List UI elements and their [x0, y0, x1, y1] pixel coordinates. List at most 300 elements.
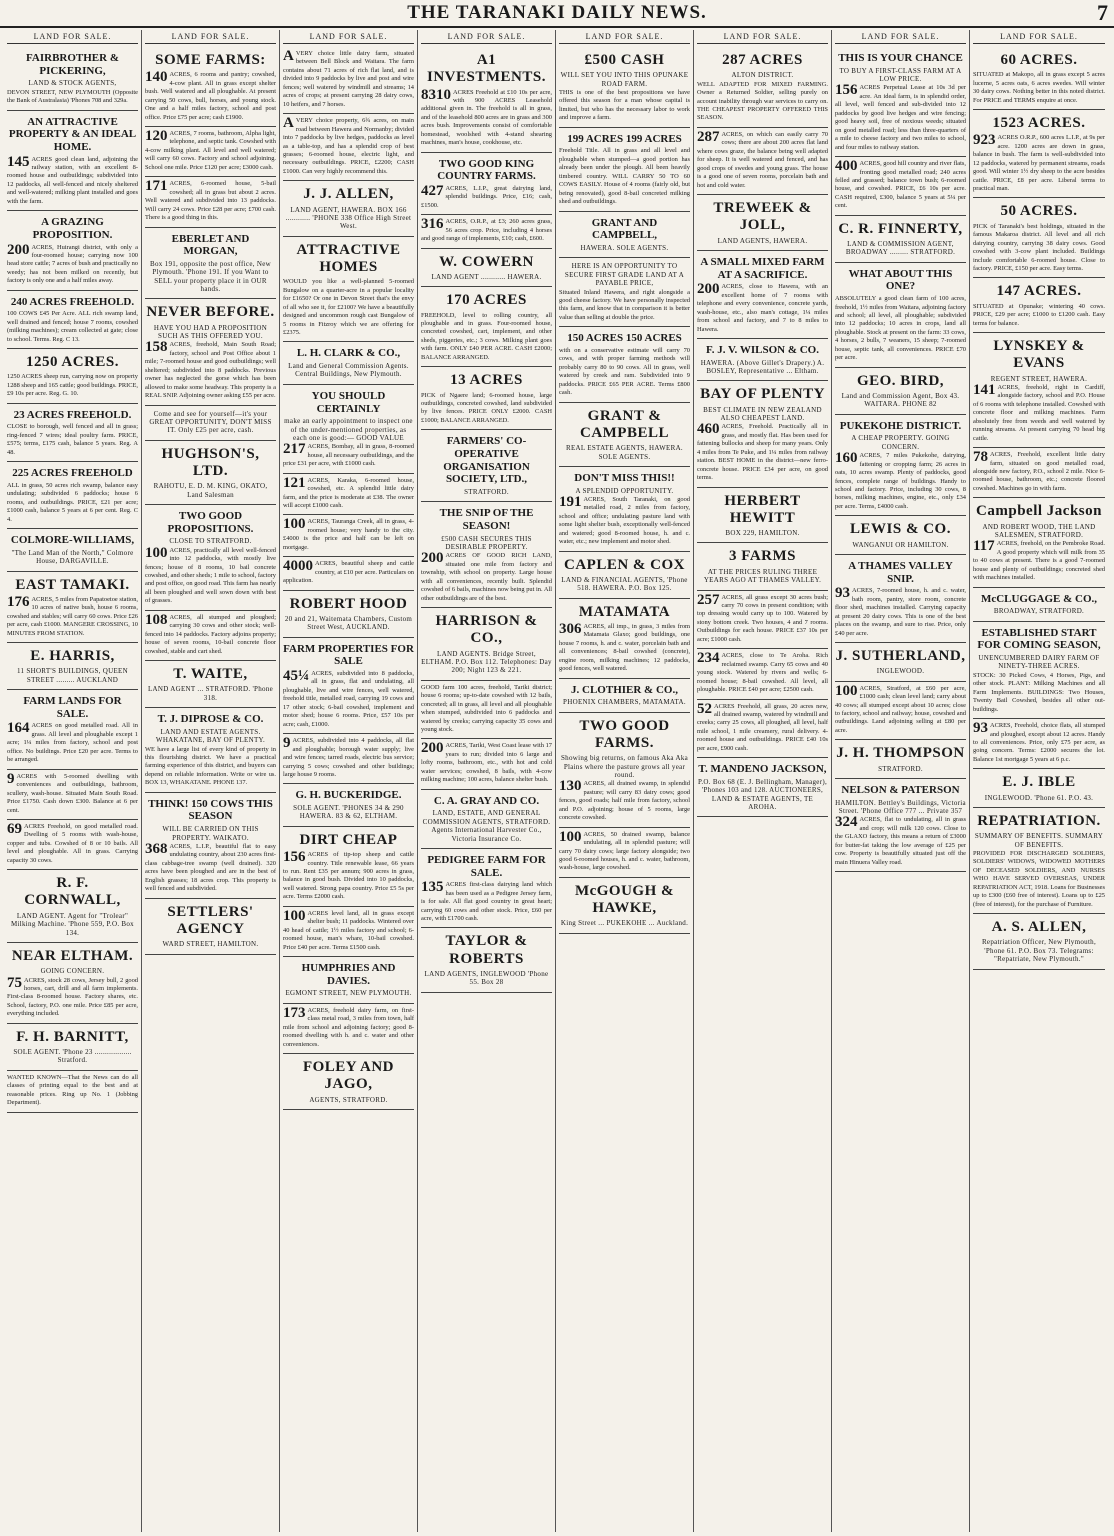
- advertisement: [7, 1024, 138, 1071]
- ad-body-text: SITUATED at Opunake; wintering 40 cows. PRICE, £29 per acre; £1000 to £1200 cash. Easy terms for balance.: [973, 302, 1105, 327]
- ad-subheading: LAND AND ESTATE AGENTS. WHAKATANE, BAY OF PLENTY.: [155, 727, 266, 745]
- ad-heading: T. MANDENO JACKSON,: [698, 763, 827, 776]
- column-header: LAND FOR SALE.: [421, 30, 552, 44]
- advertisement: [7, 47, 138, 111]
- ad-body-text: ACRES, close to Hawera, with an excellent home of 7 rooms with telephone and every convenience, concrete yards, wash-house, etc., also man's cottage, 1¼ miles from school and factory, and 7 to 8 miles to Hawera.: [697, 283, 828, 333]
- ad-body: [973, 134, 1105, 193]
- advertisement: [283, 385, 414, 474]
- column-header: LAND FOR SALE.: [145, 30, 276, 44]
- advertisement: [145, 127, 276, 177]
- ad-body: [835, 682, 966, 736]
- advertisement: [973, 622, 1105, 719]
- ad-body: [421, 182, 552, 210]
- ad-subheading: HAVE YOU HAD A PROPOSITION SUCH AS THIS OFFERED YOU.: [153, 323, 268, 340]
- ad-lead-number: 45¼: [283, 667, 310, 684]
- advertisement: [283, 557, 414, 590]
- advertisement: [559, 327, 690, 402]
- ad-body: [421, 684, 552, 735]
- ad-lead-number: 120: [145, 127, 168, 144]
- ad-heading: GEO. BIRD,: [856, 372, 945, 389]
- advertisement: [145, 406, 276, 441]
- advertisement: [7, 943, 138, 1024]
- ad-body-text: ACRES, practically all level well-fenced into 12 paddocks, with mostly live fences; house of 8 rooms, 10 bail concrete cowshed, and other sheds; 1 mile to school, factory and post office, on good road. This farm has nearly all been ploughed and well sown down with best of grasses.: [145, 546, 276, 605]
- ad-body: [283, 443, 414, 468]
- ad-body-text: PICK of Ngaere land; 6-roomed house, large outbuildings, concreted cowshed, land subdivided by live fences. PRICE ONLY £2000. CASH £1000; BALANCE ARRANGED.: [421, 391, 552, 424]
- ad-subheading: STRATFORD.: [878, 764, 923, 773]
- ad-heading: GRANT AND CAMPBELL,: [591, 216, 658, 242]
- ad-subheading: Land and General Commission Agents. Central Buildings, New Plymouth.: [288, 362, 409, 379]
- ad-body-text: ACRES level land, all in grass except shelter bush; 11 paddocks. Wintered over 40 head of cattle; 1½ miles factory and school; 6-roomed house, man's whare, 10-bail cowshed. Price £40 per acre. Terms £1500 cash.: [283, 909, 414, 951]
- ad-subheading: INGLEWOOD. 'Phone 61. P.O. 43.: [984, 793, 1094, 802]
- ad-subheading: HAMILTON. Bettley's Buildings, Victoria Street. 'Phone Office 777 ... Private 357: [835, 798, 966, 815]
- page-number: 7: [1097, 0, 1108, 25]
- ad-heading: 225 ACRES FREEHOLD: [12, 467, 133, 480]
- advertisement: [835, 682, 966, 741]
- advertisement: [283, 237, 414, 343]
- ad-body-text: ACRES, Huirangi district, with only a four-roomed house; carrying now 100 head store cattle; 7 acres of bush and practically no weedy; has not been milked on recently, but factory is only one and a half miles away.: [7, 243, 138, 285]
- ad-body-text: DEVON STREET, NEW PLYMOUTH (Opposite the Bank of Australasia) 'Phones 708 and 329a.: [7, 88, 138, 105]
- ad-body: [697, 81, 828, 123]
- advertisement: [283, 827, 414, 907]
- ad-body-text: ACRES, freehold, on the Pembroke Road. A good property which will milk from 35 to 40 cows at present. There is a good 7-roomed house and plenty of outbuildings; concreted shed with machines installed.: [973, 540, 1105, 582]
- ad-heading: £500 CASH: [584, 52, 665, 68]
- ad-heading: FARM LANDS FOR SALE.: [23, 695, 122, 720]
- advertisement: [559, 552, 690, 599]
- ad-subheading: LAND AGENT ... STRATFORD. 'Phone 318.: [147, 685, 274, 702]
- ad-lead-number: 140: [145, 69, 168, 86]
- ad-body: [697, 591, 828, 645]
- ad-lead-number: 121: [283, 474, 306, 491]
- ad-lead-number: 4000: [283, 558, 313, 575]
- ad-body: [973, 381, 1105, 443]
- ad-body: [697, 652, 828, 694]
- advertisement: [973, 448, 1105, 498]
- advertisement: [7, 349, 138, 404]
- ad-heading: J. CLOTHIER & CO.,: [571, 683, 678, 696]
- ad-body: [145, 746, 276, 788]
- advertisement: [697, 758, 828, 817]
- ad-body: [7, 373, 138, 398]
- advertisement: [559, 403, 690, 467]
- ad-lead-number: 130: [559, 778, 582, 795]
- advertisement: [421, 502, 552, 608]
- ad-subheading: 20 and 21, Waitemata Chambers, Custom Street West, AUCKLAND.: [284, 614, 413, 632]
- ad-body: [283, 278, 414, 337]
- ad-body: [973, 672, 1105, 714]
- ad-body-text: ACRES Perpetual Lease at 10s 3d per acre. An ideal farm, is in splendid order, all level, well fenced and sub-divided into 12 paddocks by good live hedges and wire fencing; good heavy soil, free of noxious weeds; situated on good metalled road; less than three-quarters of a mile to cheese factory and two miles to school, and four miles to railway station.: [835, 84, 966, 151]
- ad-subheading: TO BUY A FIRST-CLASS FARM AT A LOW PRICE.: [839, 66, 962, 84]
- ad-heading: J. H. THOMPSON: [836, 745, 965, 762]
- ad-body-text: ACRES, O.R.P., at £3; 260 acres grass, 56 acres crop. Price, including 4 horses and good range of implements, £10; cash, £600.: [421, 218, 552, 243]
- advertisement: [973, 808, 1105, 914]
- ad-subheading: AND ROBERT WOOD, THE LAND SALESMEN, STRATFORD.: [982, 522, 1096, 540]
- ad-body: [421, 392, 552, 426]
- advertisement: [559, 828, 690, 878]
- ad-heading: NEVER BEFORE.: [146, 304, 275, 321]
- ad-lead-number: 400: [835, 158, 858, 175]
- ad-subheading: PHOENIX CHAMBERS, MATAMATA.: [563, 698, 686, 707]
- column-2: [142, 30, 280, 1532]
- ad-body: [559, 780, 690, 822]
- ad-body: [973, 722, 1105, 764]
- ad-body: [835, 816, 966, 867]
- ad-subheading: AT THE PRICES RULING THREE YEARS AGO AT THAMES VALLEY.: [703, 567, 822, 585]
- ad-heading: HUMPHRIES AND DAVIES.: [301, 962, 396, 987]
- ad-heading: 147 ACRES.: [996, 283, 1082, 300]
- ad-body: [145, 341, 276, 400]
- ad-subheading: BROADWAY, STRATFORD.: [993, 607, 1085, 616]
- advertisement: [421, 790, 552, 849]
- advertisement: [697, 381, 828, 487]
- ad-body: [7, 593, 138, 638]
- ad-body-text: ACRES, all drained swamp, in splendid pasture; will carry 83 dairy cows; good fences, good roads; half mile from factory, school and P.O. adjoining; house of 5 rooms, large concrete cowshed.: [559, 780, 690, 822]
- ad-subheading: LAND AGENT, HAWERA. BOX 166 ............ 'PHONE 338 Office High Street West.: [285, 205, 412, 231]
- ad-heading: 1250 ACRES.: [25, 354, 120, 371]
- ad-heading: NELSON & PATERSON: [841, 783, 960, 796]
- ad-subheading: STRATFORD.: [464, 487, 509, 496]
- ad-body-text: VERY choice little dairy farm, situated between Bell Block and Waitara. The farm contains about 71 acres of rich flat land, and is divided into 9 paddocks by live and post and wire fences; well watered by windmill and streams; 14 acres of crops; at present carrying 28 dairy cows, 10 heifers, and 7 horses.: [283, 50, 414, 108]
- ad-lead-number: 52: [697, 700, 712, 717]
- ad-heading: REPATRIATION.: [977, 812, 1101, 829]
- ad-heading: A1 INVESTMENTS.: [427, 52, 546, 86]
- ad-heading: A SMALL MIXED FARM AT A SACRIFICE.: [700, 255, 825, 281]
- advertisement: [421, 430, 552, 502]
- ad-body-text: ACRES, L.I.P., beautiful flat to easy undulating country, about 230 acres first-class cabbage-tree swamp (well drained). 320 acres have been ploughed and are in the best of English grasses; 18 acres crop. This property is well fenced and subdivided.: [145, 842, 276, 893]
- advertisement: [559, 713, 690, 828]
- ad-lead-number: 368: [145, 840, 168, 857]
- ad-heading: 60 ACRES.: [1000, 52, 1078, 68]
- ad-body: [559, 289, 690, 323]
- ad-lead-number: 93: [835, 585, 850, 602]
- advertisement: [835, 157, 966, 216]
- ad-subheading: P.O. Box 68 (E. J. Bellingham, Manager), 'Phones 103 and 128. AUCTIONEERS, LAND & ESTATE AGENTS, TE AROHA.: [697, 777, 828, 812]
- advertisement: [145, 299, 276, 405]
- ad-heading: A. S. ALLEN,: [991, 919, 1087, 936]
- advertisement: [145, 441, 276, 505]
- ad-body: [421, 881, 552, 923]
- ad-body-text: ACRES good clean land, adjoining the railway station, with an excellent 8-roomed house and outbuildings; subdivided into 12 paddocks, all well-fenced and nicely sheltered and well-watered; milking plant installed and goes with the farm.: [7, 155, 138, 205]
- ad-body-text: ACRES, all stumped and ploughed; carrying 30 cows and other stock; well-fenced into 14 paddocks. Factory adjoins property; house of seven rooms, 10-bail concrete floor cowshed, stable and cart shed.: [145, 613, 276, 655]
- ad-body-text: THIS is one of the best propositions we have offered this season for a man whose capital is limited, but who has the necessary labor to work and improve a farm.: [559, 89, 690, 122]
- ad-heading: ESTABLISHED START FOR COMING SEASON,: [977, 626, 1101, 652]
- ad-body: [7, 310, 138, 344]
- advertisement: [973, 769, 1105, 808]
- ad-heading: TWO GOOD FARMS.: [579, 717, 670, 751]
- column-header: LAND FOR SALE.: [973, 30, 1105, 44]
- ad-heading: 170 ACRES: [446, 292, 527, 309]
- advertisement: [835, 643, 966, 682]
- advertisement: [835, 779, 966, 872]
- ad-body-text: WELL ADAPTED FOR MIXED FARMING. Owner a Returned Soldier, selling purely on account inability through war services to carry on. THE CHEAPEST PROPERTY OFFERED THIS SEASON.: [697, 80, 828, 122]
- ad-body: [835, 452, 966, 511]
- advertisement: [973, 498, 1105, 587]
- ad-lead-number: 135: [421, 879, 444, 896]
- advertisement: [421, 287, 552, 367]
- ad-heading: McCLUGGAGE & CO.,: [980, 592, 1098, 605]
- ad-body: [283, 474, 414, 511]
- ad-subheading: CLOSE TO STRATFORD.: [169, 537, 252, 546]
- ad-body: [283, 518, 414, 552]
- advertisement: [7, 404, 138, 462]
- ad-subheading: Showing big returns, on famous Aka Aka Plains where the pasture grows all year round.: [560, 754, 689, 780]
- ad-body-text: Freehold Title. All in grass and all level and ploughable when stumped—a good portion has already been under the plough. All been heavily timbered country. WILL CARRY 50 TO 60 COWS EASILY. House of 4 rooms (fairly old, but being renovated), good 8-bail concreted milking shed and outbuildings.: [559, 147, 690, 206]
- ad-subheading: A CHEAP PROPERTY. GOING CONCERN.: [851, 434, 950, 451]
- ad-body: [7, 241, 138, 286]
- ad-heading: 199 ACRES 199 ACRES: [567, 132, 682, 145]
- ad-body-text: ACRES, 6-roomed house, 5-bail cowshed; all in grass but about 2 acres. Well watered and subdivided into 13 paddocks. Will carry 24 cows. Price £28 per acre; £700 cash. There is a good thing in this.: [145, 180, 276, 222]
- ad-lead-number: 316: [421, 216, 444, 233]
- ad-body: [283, 907, 414, 952]
- ad-body-text: ACRES, Freehold, excellent little dairy farm, situated on good metalled road, alongside new factory, P.O., school 2 mile. Nice 6-roomed house, bathroom, etc.; concrete floored cowshed. Machines go in with farm.: [973, 451, 1105, 492]
- ad-heading: 240 ACRES FREEHOLD.: [10, 295, 135, 308]
- ad-body-text: STOCK: 30 Picked Cows, 4 Horses, Pigs, and other stock. PLANT: Milking Machines and all Farm Implements. BUILDINGS: Two Houses, Twenty Bail Cowshed, besides all other out-buildings.: [973, 671, 1105, 713]
- ad-body: [283, 1004, 414, 1049]
- advertisement: [145, 228, 276, 300]
- ad-body: [835, 160, 966, 211]
- ad-body-text: ACRES of tip-top sheep and cattle country. Title renewable lease, 66 years to run. Rent £35 per annum; 900 acres in grass, balance in good bush. Divided into 10 paddocks, well watered. Strong papa country. Price £5 5s per acre. Terms £2000 cash.: [283, 851, 414, 901]
- advertisement: [7, 291, 138, 349]
- advertisement: [559, 128, 690, 212]
- column-header: LAND FOR SALE.: [697, 30, 828, 44]
- ad-heading: FARM PROPERTIES FOR SALE: [283, 642, 414, 668]
- ad-body-text: ACRES, all grass except 30 acres bush; carry 70 cows in present condition; with top dressing would carry up to 100. Watered by stony bottom creek. Two houses, 4 and 7 rooms. Outbuildings for each house. PRICE £37 10s per acre; £1000 cash.: [697, 593, 828, 643]
- ad-body: [421, 218, 552, 243]
- advertisement: [283, 474, 414, 516]
- ad-heading: G. H. BUCKERIDGE.: [295, 789, 402, 802]
- ad-heading: LEWIS & CO.: [850, 521, 951, 538]
- column-6: [694, 30, 832, 1532]
- advertisement: [697, 339, 828, 381]
- ad-heading: LYNSKEY & EVANS: [993, 338, 1085, 372]
- ad-subheading: LAND AGENTS, HAWERA.: [717, 236, 808, 245]
- ad-subheading: LAND & COMMISSION AGENT, BROADWAY ......... STRATFORD.: [845, 240, 956, 257]
- ad-subheading: LAND & FINANCIAL AGENTS, 'Phone 518. HAWERA. P.O. Box 125.: [561, 575, 688, 593]
- ad-subheading: HAWERA. (Above Gillet's Drapery.) A. BOSLEY, Representative ... Eltham.: [700, 358, 825, 375]
- advertisement: [835, 555, 966, 643]
- ad-heading: WHAT ABOUT THIS ONE?: [848, 267, 953, 293]
- advertisement: [697, 649, 828, 699]
- column-5: [556, 30, 694, 1532]
- advertisement: [145, 611, 276, 661]
- ad-body-text: ACRES with 5-roomed dwelling with conveniences and outbuildings, bathroom, scullery, wash-house. Situated Main South Road. Price £1750. Cash down £300. Balance at 6 per cent.: [7, 772, 138, 814]
- ad-heading: W. COWERN: [439, 253, 534, 270]
- ad-heading: PUKEKOHE DISTRICT.: [839, 419, 962, 432]
- ad-body: [973, 303, 1105, 328]
- ad-lead-number: 306: [559, 620, 582, 637]
- ad-body: [835, 295, 966, 363]
- ad-heading: E. J. IBLE: [1002, 774, 1076, 791]
- ad-body: [145, 611, 276, 656]
- ad-heading: L. H. CLARK & CO.,: [296, 347, 401, 360]
- ad-body-text: ACRES, flat to undulating, all in grass and crop; will milk 120 cows. Close to the GLAXO factory, this means a return of £3000 for butter-fat taking the low average of £25 per cow. Property is beautifully situated just off the main Hinuera Valley road.: [835, 816, 966, 866]
- ad-heading: EBERLET AND MORGAN,: [171, 232, 250, 258]
- ad-body-text: ACRES, L.I.P., great dairying land, splendid buildings. Price, £16; cash, £1500.: [421, 184, 552, 209]
- advertisement: [283, 784, 414, 826]
- ad-subheading: Box 191, opposite the post office, New Plymouth. 'Phone 191. If you Want to SELL your property place it in OUR hands.: [150, 259, 271, 293]
- ad-subheading: Land and Commission Agent, Box 43. WAITARA. PHONE 82: [841, 391, 960, 409]
- ad-body-text: GOOD farm 100 acres, freehold, Tariki district; house 6 rooms; up-to-date cowshed with 12 bails, concreted; all in grass, all level and all ploughable when stumped, subdivided into 6 paddocks and watered by creeks; carrying capacity 35 cows and young stock.: [421, 683, 552, 734]
- ad-heading: 287 ACRES: [722, 52, 803, 68]
- ad-body: [7, 820, 138, 865]
- ad-subheading: GOING CONCERN.: [40, 967, 105, 976]
- advertisement: [973, 719, 1105, 769]
- ad-body-text: ACRES, freehold dairy farm, on first-class metal road, 3 miles from town, half mile from school and adjoining factory; good 8-roomed dwelling with h. and c. water and other conveniences.: [283, 1006, 414, 1048]
- ad-subheading: Come and see for yourself—it's your GREAT OPPORTUNITY, DON'T MISS IT. Only £25 per acre, cash.: [149, 409, 272, 435]
- ad-heading: J. SUTHERLAND,: [835, 647, 966, 664]
- ad-heading: 1523 ACRES.: [992, 115, 1086, 132]
- ad-body: [7, 1074, 138, 1108]
- ad-subheading: BOX 229, HAMILTON.: [725, 529, 800, 538]
- ad-body-text: ACRES, 5 miles from Papatoetoe station, 10 acres of native bush, house 6 rooms, cowshed and stables; will carry 60 cows. Price £26 per acre, cash £1000. MANGERE CROSSING, 10 MINUTES FROM STATION.: [7, 595, 138, 637]
- ad-lead-number: 923: [973, 132, 996, 149]
- ad-body: [283, 667, 414, 729]
- advertisement: [283, 114, 414, 181]
- ad-lead-number: 158: [145, 339, 168, 356]
- ad-body-text: ACRES, close to Te Aroha. Rich reclaimed swamp. Carry 65 cows and 40 young stock. Watered by rivers and wells; 6-roomed house; 8-bail cowshed. All level, all ploughable. PRICE £40 per acre; £2500 cash.: [697, 652, 828, 694]
- ad-heading: T. WAITE,: [173, 666, 248, 683]
- ad-subheading: LAND AGENTS, INGLEWOOD 'Phone 55. Box 28: [424, 969, 549, 987]
- ad-subheading: SOLE AGENT. 'Phone 23 .................. Stratford.: [13, 1048, 132, 1065]
- advertisement: [421, 249, 552, 288]
- ad-heading: SOME FARMS:: [155, 52, 266, 68]
- ad-body-text: ACRES, subdivided into 4 paddocks, all flat and ploughable; borough water supply; live and wire fences; tarred roads, electric bus service; carrying 5 cows; cowshed and other buildings; large house 9 rooms.: [283, 737, 414, 778]
- ad-subheading: REGENT STREET, HAWERA.: [990, 374, 1088, 383]
- ad-lead-number: 200: [7, 241, 30, 258]
- ad-heading: T. J. DIPROSE & CO.: [157, 713, 264, 726]
- ad-heading: C. A. GRAY AND CO.: [433, 794, 540, 807]
- advertisement: [697, 47, 828, 128]
- ad-body: [145, 71, 276, 122]
- ad-heading: GRANT & CAMPBELL: [579, 407, 669, 441]
- advertisement: [283, 342, 414, 384]
- ad-heading: A GRAZING PROPOSITION.: [32, 216, 113, 241]
- ad-lead-number: 75: [7, 974, 22, 991]
- ad-heading: MATAMATA: [578, 603, 671, 620]
- ad-body-text: ACRES, stock 28 cows, Jersey bull, 2 good horses, cart, drill and all farm implements. First-class 8-roomed house. Factory shares, etc. School, factory, P.O. one mile. Price £85 per acre, everything included.: [7, 976, 138, 1018]
- ad-body: [559, 828, 690, 873]
- advertisement: [283, 1004, 414, 1054]
- ad-body: [421, 742, 552, 784]
- advertisement: [973, 914, 1105, 969]
- ad-lead-number: 257: [697, 591, 720, 608]
- ad-body: [283, 851, 414, 902]
- ad-body-text: ACRES, Freehold, choice flats, all stumped and ploughed, except about 12 acres. Handy to all conveniences. Price, only £75 per acre, as going concern. Terms: £2000 secures the lot. Balance 1st mortgage 5 years at 6 p.c.: [973, 722, 1105, 763]
- advertisement: [973, 588, 1105, 622]
- ad-subheading: LAND AGENTS. Bridge Street, ELTHAM. P.O. Box 112. Telephones: Day 200; Night 123 & 221.: [421, 649, 552, 675]
- advertisement: [7, 770, 138, 820]
- ad-heading: J. J. ALLEN,: [303, 186, 394, 203]
- ad-body-text: ACRES, freehold, right in Cardiff, alongside factory, school and P.O. House of 6 rooms with telephone installed. Cowshed with concrete floor and milking machines. Farm absolutely free from weeds and well watered by running streams. At present carrying 70 head big cattle.: [973, 383, 1105, 442]
- column-3: [280, 30, 418, 1532]
- ad-lead-number: 141: [973, 381, 996, 398]
- column-container: [4, 30, 1110, 1532]
- advertisement: [421, 608, 552, 681]
- ad-subheading: make an early appointment to inspect one of the under-mentioned properties, as each one is good:— GOOD VALUE: [284, 417, 413, 442]
- advertisement: [145, 793, 276, 899]
- ad-body: [559, 620, 690, 674]
- ad-lead-number: 9: [283, 735, 291, 752]
- ad-heading: TREWEEK & JOLL,: [713, 200, 812, 234]
- ad-heading: F. J. V. WILSON & CO.: [706, 343, 819, 356]
- ad-heading: HERBERT HEWITT: [724, 492, 801, 526]
- ad-body-text: CLOSE to borough, well fenced and all in grass; ring-fenced 7 wires; ideal poultry farm. PRICE, £575; terms, £175 cash, balance 5 years. Reg. A 48.: [7, 423, 138, 456]
- ad-body-text: ACRES Freehold at £10 10s per acre, with 900 ACRES Leasehold additional given in. The freehold is all in grass, and of the leasehold 800 acres are in grass and 300 acres bush. Improvements consist of comfortable homestead, woolshed with 4-stand shearing machines, man's house, cookhouse, etc.: [421, 88, 552, 147]
- advertisement: [835, 368, 966, 415]
- ad-heading: C. R. FINNERTY,: [838, 220, 963, 237]
- column-8: [970, 30, 1108, 1532]
- ad-body-text: ACRES, on which can easily carry 70 cows; there are about 200 acres flat land where cows graze, the balance being well adapted for sheep. It is well watered and fenced, and has good crops of swedes and young grass. The house is a good one of seven rooms, porcelain bath and hot and cold water.: [697, 130, 828, 189]
- ad-body: [7, 89, 138, 106]
- ad-lead-number: 100: [559, 828, 582, 845]
- ad-body: [7, 482, 138, 524]
- ad-subheading: SUMMARY OF BENEFITS. SUMMARY OF BENEFITS.: [974, 832, 1104, 849]
- ad-subheading: HERE IS AN OPPORTUNITY TO SECURE FIRST GRADE LAND AT A PAYABLE PRICE,: [564, 262, 685, 288]
- ad-body: [7, 153, 138, 207]
- ad-subheading: UNENCUMBERED DAIRY FARM OF NINETY-THREE ACRES.: [978, 654, 1100, 671]
- ad-body-text: ACRES, beautiful sheep and cattle country, at £10 per acre. Particulars on application.: [283, 560, 414, 585]
- advertisement: [835, 263, 966, 368]
- advertisement: [559, 679, 690, 713]
- ad-heading: 13 ACRES: [450, 372, 523, 389]
- ad-lead-number: 108: [145, 611, 168, 628]
- ad-lead-number: 160: [835, 450, 858, 467]
- ad-lead-number: 9: [7, 770, 15, 787]
- ad-body: [973, 223, 1105, 274]
- advertisement: [421, 681, 552, 740]
- ad-body: [697, 423, 828, 482]
- column-7: [832, 30, 970, 1532]
- ad-heading: FAIRBROTHER & PICKERING,: [26, 52, 119, 77]
- ad-lead-number: 171: [145, 178, 168, 195]
- ad-heading: ATTRACTIVE HOMES: [296, 241, 401, 276]
- ad-subheading: SOLE AGENT. 'PHONES 34 & 290 HAWERA. 83 & 62, ELTHAM.: [293, 804, 404, 821]
- advertisement: [697, 251, 828, 339]
- ad-subheading: WANGANUI OR HAMILTON.: [852, 540, 949, 549]
- ad-lead-number: 234: [697, 650, 720, 667]
- ad-body-text: WANTED KNOWN—That the News can do all classes of printing equal to the best and at reasonable prices. Ring up No. 1 (Jobbing Department).: [7, 1073, 138, 1107]
- ad-lead-number: 200: [421, 740, 444, 757]
- ad-heading: THINK! 150 COWS THIS SEASON: [148, 797, 273, 823]
- advertisement: [973, 110, 1105, 198]
- ad-body-text: ACRES, Tariki, West Coast lease with 17 years to run; divided into 6 large and lofty rooms, bathroom, etc., with hot and cold water services; cowshed, 8 bails, with 4-cow milking machine; 100 acres, balance shelter bush.: [421, 742, 552, 784]
- column-header: LAND FOR SALE.: [283, 30, 414, 44]
- advertisement: [697, 488, 828, 544]
- advertisement: [7, 690, 138, 770]
- ad-body: [973, 451, 1105, 493]
- ad-heading: DON'T MISS THIS!!: [574, 471, 675, 484]
- advertisement: [835, 47, 966, 157]
- ad-body: [421, 552, 552, 603]
- ad-lead-number: 117: [973, 538, 995, 555]
- advertisement: [7, 572, 138, 644]
- ad-heading: R. F. CORNWALL,: [24, 875, 121, 909]
- masthead-title: THE TARANAKI DAILY NEWS.: [407, 2, 707, 23]
- ad-body-text: ACRES, 7-roomed house, h. and c. water, bath room, pantry, store room, concrete floor shed, machines installed. Carrying capacity at present 20 dairy cows. This is one of the best places on the swamp, and sure to rise. Price, only £40 per acre.: [835, 587, 966, 637]
- ad-body-text: Situated Inland Hawera, and right alongside a good cheese factory. We have personally inspected this farm, and know that in comparison it is better value than selling at double the price.: [559, 288, 690, 321]
- advertisement: [559, 467, 690, 552]
- advertisement: [835, 516, 966, 555]
- ad-lead-number: 324: [835, 814, 858, 831]
- ad-lead-number: 427: [421, 182, 444, 199]
- ad-body-text: PICK of Taranaki's best holdings, situated in the famous Makaroa district. All level and all rich dairying country, carrying 38 dairy cows. Good cowshed with 3-cow plant included. Buildings include comfortable 6-roomed house. Close to factory. PRICE, £150 per acre. Easy terms.: [973, 222, 1105, 272]
- advertisement: [421, 367, 552, 430]
- ad-heading: 23 ACRES FREEHOLD.: [13, 408, 132, 421]
- ad-heading: YOU SHOULD CERTAINLY: [311, 389, 386, 415]
- ad-subheading: A SPLENDID OPPORTUNITY.: [575, 486, 674, 495]
- advertisement: [973, 333, 1105, 448]
- advertisement: [7, 211, 138, 291]
- advertisement: [145, 177, 276, 227]
